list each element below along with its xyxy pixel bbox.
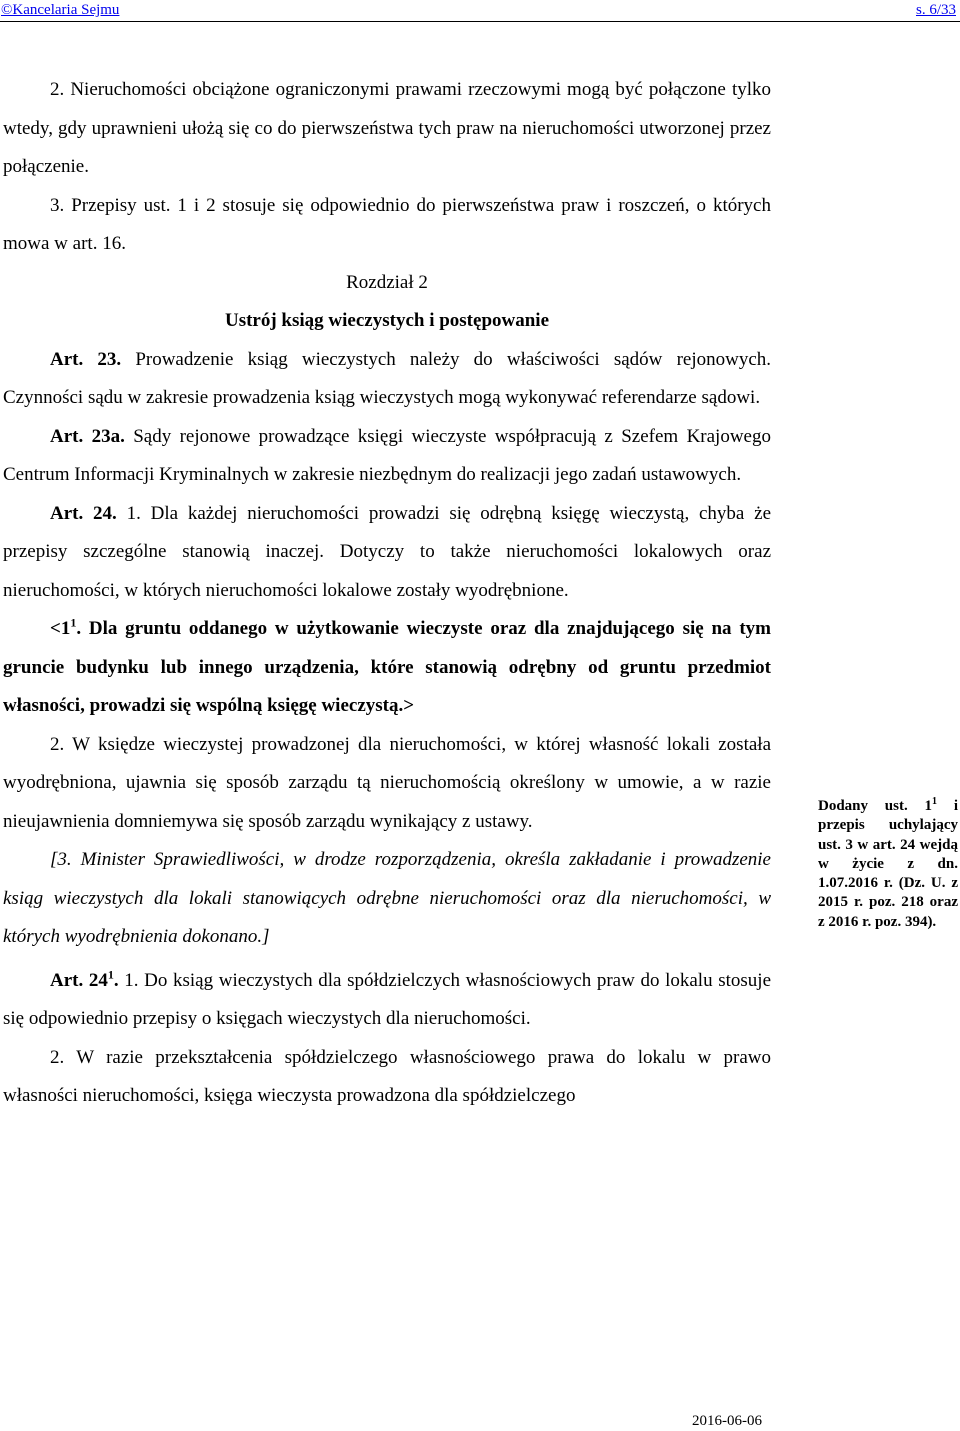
header-divider [0, 21, 960, 22]
page-number-link[interactable]: s. 6/33 [915, 2, 956, 18]
paragraph-art22-3: 3. Przepisy ust. 1 i 2 stosuje się odpowiednio do pierwszeństwa praw i roszczeń, o których mowa w art. 16. [3, 194, 771, 254]
publisher-link[interactable]: ©Kancelaria Sejmu [1, 2, 120, 18]
article-23a [3, 418, 771, 495]
margin-note: Dodany ust. $1^1$ i przepis uchylający ust. 3 w art. 24 wejdą w życie z dn. 1.07.2016 r. (Dz. U. z 2015 r. poz. 218 oraz z 2016 r. poz. 394). [818, 796, 958, 930]
article-24-1-text: 1. Do ksiąg wieczystych dla spółdzielczych własnościowych praw do lokalu stosuje się odpowiednio przepisy o księgach wieczystych dla nieruchomości. [3, 969, 772, 1029]
article-23a-label: Art. 23a. [50, 425, 125, 447]
document-body [3, 71, 771, 1116]
article-23-text: Prowadzenie ksiąg wieczystych należy do właściwości sądów rejonowych. Czynności sądu w zakresie prowadzenia ksiąg wieczystych mogą wykonywać referendarze sądowi. [3, 348, 772, 408]
article-24-1-label: Art. $24^1$. [50, 967, 119, 991]
article-24-1 [3, 962, 771, 1039]
article-24-label: Art. 24. [50, 502, 117, 524]
article-23 [3, 341, 771, 418]
chapter-title: Ustrój ksiąg wieczystych i postępowanie [224, 310, 550, 331]
article-24-1-1 [3, 610, 771, 726]
chapter-number: Rozdział 2 [346, 271, 428, 293]
article-23a-text: Sądy rejonowe prowadzące księgi wieczyste współpracują z Szefem Krajowego Centrum Informacji Kryminalnych w zakresie niezbędnym do realizacji jego zadań ustawowych. [3, 425, 771, 485]
article-24-2: 2. W księdze wieczystej prowadzonej dla nieruchomości, w której własność lokali została wyodrębniona, ujawnia się sposób zarządu tą nieruchomością określony w umowie, a w razie nieujawnienia domniemywa się sposób zarządu wynikający z ustawy. [3, 733, 771, 832]
article-23-label: Art. 23. [50, 348, 122, 370]
amendment-text: . Dla gruntu oddanego w użytkowanie wieczyste oraz dla znajdującego się na tym gruncie budynku lub innego urządzenia, które stanowią odrębny od gruntu przedmiot własności, prowadzi się wspólną księgę wieczystą.> [3, 618, 771, 716]
paragraph-art22-2: 2. Nieruchomości obciążone ograniczonymi prawami rzeczowymi mogą być połączone tylko wtedy, gdy uprawnieni ułożą się co do pierwszeństwa tych praw na nieruchomości utworzonej przez połączenie. [3, 79, 771, 177]
article-24-text: 1. Dla każdej nieruchomości prowadzi się odrębną księgę wieczystą, chyba że przepisy szczególne stanowią inaczej. Dotyczy to także nieruchomości lokalowych oraz nieruchomości, w których nieruchomości lokalowe zostały wyodrębnione. [3, 502, 771, 601]
article-24-3: [3. Minister Sprawiedliwości, w drodze rozporządzenia, określa zakładanie i prowadzenie ksiąg wieczystych dla lokali stanowiących odrębne nieruchomości oraz dla nieruchomości, w których wyodrębnienia dokonano.] [3, 849, 771, 947]
page-header [0, 0, 960, 22]
article-24-1-2: 2. W razie przekształcenia spółdzielczego własnościowego prawa do lokalu w prawo własności nieruchomości, księga wieczysta prowadzona dla spółdzielczego [3, 1046, 771, 1106]
footer-date: 2016-06-06 [692, 1413, 762, 1429]
amendment-sup: 1 [70, 615, 77, 630]
amendment-prefix: <1 [50, 618, 71, 639]
article-24 [3, 495, 771, 611]
